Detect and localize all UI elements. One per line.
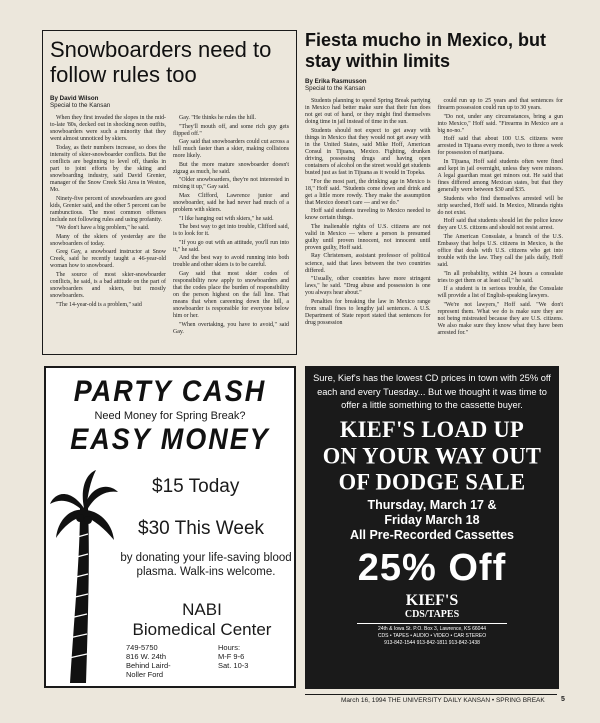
paragraph: "If you go out with an attitude, you'll run into it," he said. <box>173 239 289 253</box>
article-column-1 <box>305 98 431 339</box>
article-columns <box>305 98 563 339</box>
ad-sale-scope: All Pre-Recorded Cassettes <box>350 527 514 542</box>
ad-phone: 749-5750 <box>126 643 158 652</box>
article-headline: Snowboarders need to follow rules too <box>50 37 272 87</box>
byline-role: Special to the Kansan <box>50 102 111 109</box>
byline-name: By David Wilson <box>50 95 99 102</box>
mexico-article <box>305 30 563 360</box>
hours-saturday: Sat. 10-3 <box>218 661 249 670</box>
byline-name: By Erika Rasmusson <box>305 78 367 85</box>
article-column-1 <box>50 115 166 337</box>
byline-role: Special to the Kansan <box>305 85 366 92</box>
sale-title-line: OF DODGE SALE <box>338 468 526 495</box>
ad-title-easy-money: EASY MONEY <box>70 422 270 456</box>
footer-dateline: March 16, 1994 THE UNIVERSITY DAILY KANSAN • SPRING BREAK <box>341 697 545 704</box>
page-number: 5 <box>561 696 565 703</box>
ad-discount: 25% Off <box>357 546 507 589</box>
ad-amount-week: $30 This Week <box>138 518 265 539</box>
kiefs-logo <box>305 593 559 609</box>
sale-title-line: KIEF'S LOAD UP <box>339 415 525 442</box>
paragraph: In Tijuana, Hoff said students often were fined and kept in jail overnight, unless they were minors. A legal guardian must get minors out. He said that fines differed among Mexican states, but that they generally were between $30 and $35. <box>437 158 563 194</box>
paragraph: The best way to get into trouble, Clifford said, is to look for it. <box>173 224 289 238</box>
paragraph: Ninety-five percent of snowboarders are good kids, Grenier said, and the other 5 percent can be rambunctious. The most common offenses include not following rules and using profanity. <box>50 195 166 223</box>
ad-street: 816 W. 24th <box>126 652 167 661</box>
store-phones: 913-842-1544 913-842-1811 913-842-1438 <box>384 639 480 646</box>
ad-location-2: Noller Ford <box>126 670 164 679</box>
paragraph: The source of most skier-snowboarder conflicts, he said, is a bad attitude on the part of snowboarders and skiers, but mostly snowboarders. <box>50 271 166 300</box>
paragraph: Ray Christensen, assistant professor of political science, said that laws between the two countries differed. <box>305 253 431 274</box>
paragraph: Today, as their numbers increase, so does the intensity of skier-snowboarder conflicts. But the conflicts are beginning to level off, thanks in part to joint efforts by the skiing and snowboarding industry, said David Grenier, manager of the Snow Creek Ski Area in Weston, Mo. <box>50 144 166 193</box>
sale-title-line: ON YOUR WAY OUT <box>322 441 542 469</box>
kiefs-ad <box>305 366 559 689</box>
paragraph: "Usually, other countries have more stringent laws," he said. "Drug abuse and possession is one you always hear about." <box>305 276 431 297</box>
store-address: 24th & Iowa St. P.O. Box 3, Lawrence, KS 66044 <box>377 625 487 632</box>
palm-tree-icon <box>50 468 120 683</box>
paragraph: Students planning to spend Spring Break partying in Mexico had better make sure that their fun does not get out of hand, or they might find themselves doing time in jail instead of time in the sun. <box>305 98 431 126</box>
ad-address <box>126 643 171 679</box>
paragraph: "In all probability, within 24 hours a consulate tries to get them or at least call," he said. <box>437 270 563 284</box>
paragraph: "I like hanging out with skiers," he said. <box>179 215 274 222</box>
sale-date-2: Friday March 18 <box>384 512 480 527</box>
logo-name: KIEF'S <box>405 591 459 609</box>
ad-sale-title <box>305 416 559 495</box>
paragraph: Hoff said students traveling to Mexico needed to know certain things. <box>305 208 431 222</box>
paragraph: "When overtaking, you have to avoid," said Gay. <box>173 321 289 335</box>
ad-amount-today: $15 Today <box>152 476 240 497</box>
paragraph: And the best way to avoid running into both trouble and other skiers is to be careful. <box>173 255 289 269</box>
ad-promo-text: Sure, Kief's has the lowest CD prices in town with 25% off each and every Tuesday... But we thought it was time to offer a little something to the cassette buyer. <box>313 373 551 410</box>
paragraph: "For the most part, the drinking age in Mexico is 18," Hoff said. "Students come down and drink and get a little more rowdy. They make the assumption that Mexico doesn't care — and we do." <box>305 178 431 206</box>
paragraph: Greg Gay, a snowboard instructor at Snow Creek, said he recently taught a 46-year-old woman how to snowboard. <box>50 249 166 270</box>
article-byline <box>305 78 563 92</box>
article-column-2 <box>173 115 289 337</box>
paragraph: But the more mature snowboarder doesn't zigzag as much, he said. <box>173 161 289 175</box>
paragraph: Hoff said that about 100 U.S. citizens were arrested in Tijuana every month, two to three a week for possession of marijuana. <box>437 136 563 157</box>
paragraph: If a student is in serious trouble, the Consulate will provide a list of English-speaking lawyers. <box>437 286 563 300</box>
company-name: NABI <box>182 600 222 619</box>
ad-location-1: Behind Laird- <box>126 661 171 670</box>
article-column-2 <box>438 98 564 339</box>
ad-hours <box>218 643 248 670</box>
paragraph: Gay said that snowboarders could cut across a hill much faster than a skier, making collisions more likely. <box>173 139 289 160</box>
paragraph: Max Clifford, Lawrence junior and snowboarder, said he had never had much of a problem with skiers. <box>173 192 289 214</box>
party-cash-ad <box>44 366 296 688</box>
ad-store-address <box>305 626 559 647</box>
paragraph: Many of the skiers of yesterday are the snowboarders of today. <box>50 233 166 247</box>
ad-tagline: Need Money for Spring Break? <box>94 410 246 422</box>
article-headline: Fiesta mucho in Mexico, but stay within limits <box>305 30 547 71</box>
paragraph: Students who find themselves arrested will be strip searched, Hoff said. In Mexico, Miranda rights do not exist. <box>437 195 563 216</box>
sale-date-1: Thursday, March 17 & <box>367 497 497 512</box>
paragraph: Gay said that most skier codes of responsibility now apply to snowboarders and that the codes place the burden of responsibility on the person highest on the fall line. That means that when careening down the hill, a snowboarder is responsible for everyone below him or her. <box>173 270 289 320</box>
snowboarders-article <box>42 30 297 355</box>
paragraph: "Older snowboarders, they're not interested in mixing it up," Gay said. <box>173 177 289 191</box>
company-subname: Biomedical Center <box>132 620 272 639</box>
ad-company <box>108 600 296 640</box>
paragraph: Penalties for breaking the law in Mexico range from small fines to lengthy jail sentences. A U.S. Department of State report stated that sentences for drug possession <box>305 298 431 326</box>
ad-donate-text: by donating your life-saving blood plasma. Walk-ins welcome. <box>120 552 292 578</box>
paragraph: Hoff said that students should let the police know they are U.S. citizens and should not resist arrest. <box>437 218 563 232</box>
article-byline <box>50 95 289 109</box>
paragraph: could run up to 25 years and that sentences for firearm possession could run up to 30 years. <box>437 98 563 112</box>
store-products: CDS • TAPES • AUDIO • VIDEO • CAR STEREO <box>377 632 487 639</box>
page-footer <box>305 694 570 708</box>
paragraph: "We don't have a big problem," he said. <box>56 225 150 232</box>
paragraph: "They'll mouth off, and some rich guy gets flipped off." <box>173 123 289 137</box>
footer-rule <box>305 694 557 695</box>
paragraph: "The 14-year-old is a problem," said <box>56 301 142 308</box>
paragraph: The American Consulate, a branch of the U.S. Embassy that helps U.S. citizens in Mexico, is the office that deals with U.S. citizens who get into trouble with the law. They call the jails daily, Hoff said. <box>437 233 563 269</box>
hours-weekday: M-F 9-6 <box>218 652 245 661</box>
hours-label: Hours: <box>218 643 241 652</box>
ad-title-party-cash: PARTY CASH <box>73 374 267 408</box>
paragraph: When they first invaded the slopes in the mid-to-late '80s, decked out in shocking neon outfits, snowboarders were such a minority that they went almost unnoticed by skiers. <box>50 115 166 143</box>
article-columns <box>50 115 289 337</box>
paragraph: "We're not lawyers," Hoff said. "We don't represent them. What we do is make sure they are not being mistreated because they are U.S. citizens. We also make sure they know what they have been arrested for." <box>437 301 563 336</box>
logo-subtitle: CDS/TAPES <box>404 608 460 620</box>
paragraph: Students should not expect to get away with things in Mexico that they would not get away with in the United States, said Mike Hoff, American Consul in Tijuana, Mexico. Fighting, drunken driving, possessing drugs and having open containers of alcohol on the street would get students busted just as fast in Tijuana as it would in Topeka. <box>305 127 431 176</box>
ad-sale-dates <box>305 498 559 528</box>
paragraph: The inalienable rights of U.S. citizens are not valid in Mexico — where a person is presumed guilty until proven innocent, not innocent until proven guilty, Hoff said. <box>305 223 431 251</box>
paragraph: Gay. "He thinks he rules the hill. <box>179 115 256 121</box>
divider <box>357 623 507 624</box>
paragraph: "Do not, under any circumstances, bring a gun into Mexico," Hoff said. "Firearms in Mexico are a big no-no." <box>437 113 563 134</box>
